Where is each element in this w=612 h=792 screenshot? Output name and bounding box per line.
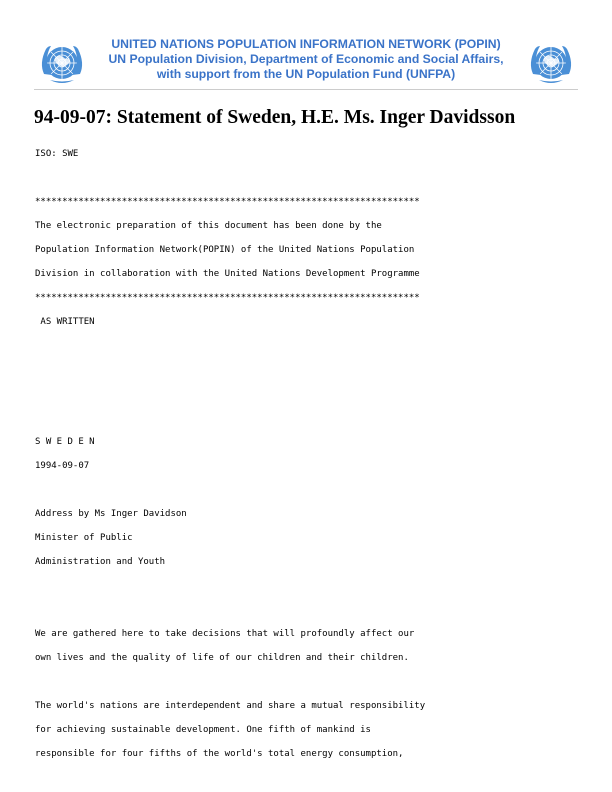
body-line: *********************************************************************** bbox=[35, 293, 420, 303]
body-line: Administration and Youth bbox=[35, 557, 166, 567]
body-line bbox=[35, 574, 425, 598]
body-line: for achieving sustainable development. One fifth of mankind is bbox=[35, 725, 371, 735]
body-line bbox=[35, 670, 425, 694]
header-line-support: with support from the UN Population Fund (UNFPA) bbox=[156, 67, 456, 81]
body-line: The world's nations are interdependent and share a mutual responsibility bbox=[35, 701, 426, 711]
body-line bbox=[35, 478, 425, 502]
body-line bbox=[35, 406, 425, 430]
header-line-network: UNITED NATIONS POPULATION INFORMATION NETWORK (POPIN) bbox=[111, 37, 501, 51]
body-line: Minister of Public bbox=[35, 533, 133, 543]
body-line: responsible for four fifths of the world's total energy consumption, bbox=[35, 749, 404, 759]
body-line: The electronic preparation of this document has been done by the bbox=[35, 221, 382, 231]
body-line: *********************************************************************** bbox=[35, 197, 420, 207]
document-title: 94-09-07: Statement of Sweden, H.E. Ms. Inger Davidsson bbox=[34, 107, 516, 128]
body-line bbox=[35, 334, 425, 358]
header-line-division: UN Population Division, Department of Economic and Social Affairs, bbox=[108, 52, 504, 66]
body-line bbox=[35, 358, 425, 382]
page-header bbox=[34, 36, 578, 90]
un-emblem-icon bbox=[526, 38, 576, 88]
body-line: We are gathered here to take decisions that will profoundly affect our bbox=[35, 629, 415, 639]
document-body bbox=[35, 142, 425, 766]
body-line: 1994-09-07 bbox=[35, 461, 90, 471]
body-line: Address by Ms Inger Davidson bbox=[35, 509, 187, 519]
body-line bbox=[35, 166, 425, 190]
body-line: own lives and the quality of life of our children and their children. bbox=[35, 653, 409, 663]
un-emblem-icon bbox=[37, 38, 87, 88]
body-line: AS WRITTEN bbox=[35, 317, 95, 327]
body-line: ISO: SWE bbox=[35, 149, 79, 159]
body-line: S W E D E N bbox=[35, 437, 95, 447]
body-line: Population Information Network(POPIN) of the United Nations Population bbox=[35, 245, 415, 255]
body-line bbox=[35, 382, 425, 406]
body-line: Division in collaboration with the United Nations Development Programme bbox=[35, 269, 420, 279]
header-divider bbox=[34, 89, 578, 90]
body-line bbox=[35, 598, 425, 622]
header-text bbox=[92, 37, 520, 82]
